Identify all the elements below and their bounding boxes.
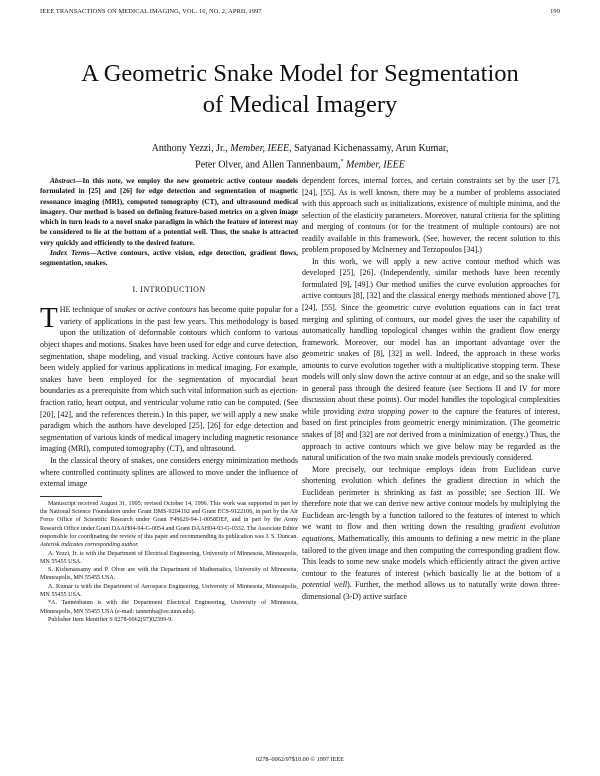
section-heading: I. INTRODUCTION (132, 284, 206, 294)
author-role: Member, IEEE (345, 158, 405, 170)
index-terms-text: Active contours, active vision, edge detection, gradient flows, segmentation, snakes. (40, 248, 298, 268)
abstract (40, 176, 298, 248)
author-olver-tannenbaum: Peter Olver, and Allen Tannenbaum, (195, 158, 341, 170)
page-number: 199 (550, 8, 560, 15)
author-yezzi: Anthony Yezzi, Jr., (151, 143, 228, 154)
asterisk-mark: * (340, 158, 344, 165)
abstract-text: In this note, we employ the new geometric active contour models formulated in [25] and [26] for edge detection and segmentation of magnetic resonance imaging (MRI), computed tomography (CT), and ultrasound medical imagery. Our method is based on defining feature-based metrics on a given image which in turn leads to a novel snake paradigm in which the feature of interest may be considered to lie at the bottom of a potential well. Thus, the snake is attracted very quickly and efficiently to the desired feature. (40, 176, 298, 247)
intro-paragraph-1: THE technique of snakes or active contours has become quite popular for a variety of applications in the past few years. This methodology is based upon the utilization of deformable contours which conform to various object shapes and motions. Snakes have been used for edge and curve detection, segmentation, shape modeling, and visual tracking. Active contours have also been widely applied for various applications in medical imaging. For example, snakes have been employed for the segmentation of myocardial heart boundaries as a prerequisite from which such vital information such as ejection-fraction ratio, heart output, and ventricular volume ratio can be computed. (See [20], [42], and the references therein.) In this paper, we will apply a new snake paradigm which the authors have developed [25], [26] for edge detection and segmentation of various kinds of medical imagery including magnetic resonance imaging (MRI), computed tomography (CT), and ultrasound. (40, 302, 298, 454)
title-line-1: A Geometric Snake Model for Segmentation (81, 60, 519, 87)
copyright-footer: 0278–0062/97$10.00 © 1997 IEEE (256, 756, 344, 763)
author-list (40, 143, 560, 172)
footnote-publisher-id: Publisher Item Identifier S 0278-0062(97)02399-9. (48, 616, 173, 623)
footnote-tannenbaum: *A. Tannenbaum is with the Department Electrical Engineering, University of Minnesota, Minneapolis, MN 55455 USA (e-mail: tannenba@ee.umn.edu). (40, 600, 298, 615)
footnote-kumar: A. Kumar is with the Department of Aerospace Engineering, University of Minnesota, Minneapolis, MN 55455 USA. (40, 583, 298, 599)
index-terms-label: Index Terms— (50, 248, 97, 258)
paper-title (40, 58, 560, 120)
footnote-yezzi: A. Yezzi, Jr. is with the Department of Electrical Engineering, University of Minnesota, Minneapolis, MN 55455 USA. (40, 550, 298, 565)
body-paragraph-1: dependent forces, internal forces, and certain constraints set by the user [7], [24], [55]. As is well known, there may be a number of problems associated with this approach such as initializations, existence of multiple minima, and the selection of the elasticity parameters. Moreover, natural criteria for the splitting and merging of contours (or for the treatment of multiple contours) are not readily available in this framework. (See, however, the recent solution to this problem proposed by McInerney and Terzopoulos [34].) (302, 176, 560, 255)
right-column (302, 175, 560, 602)
footnotes (40, 500, 298, 624)
left-column (40, 176, 298, 624)
footnote-kichenassamy-olver: S. Kichenassamy and P. Olver are with the Department of Mathematics, University of Minnesota, Minneapolis, MN 55455 USA. (40, 567, 298, 582)
running-header (40, 8, 560, 15)
index-terms (40, 248, 298, 269)
author-role: Member, IEEE, (230, 143, 292, 154)
footnote-rule (40, 496, 102, 497)
journal-line: IEEE TRANSACTIONS ON MEDICAL IMAGING, VOL. 16, NO. 2, APRIL 1997 (40, 8, 262, 15)
author-line-2 (40, 156, 560, 172)
body-paragraph-3: More precisely, our technique employs ideas from Euclidean curve shortening evolution which defines the gradient direction in which the Euclidean perimeter is shrinking as fast as possible; see Section III. We therefore note that we can derive new active contour models by multiplying the Euclidean arc-length by a function tailored to the features of interest to which we want to flow and then writing down the resulting gradient evolution equations. Mathematically, this amounts to defining a new metric in the plane tailored to the given image and then computing the corresponding gradient flow. This leads to some new snake models which efficiently attract the given active contour to the features of interest (which basically lie at the bottom of a potential well). Further, the method allows us to naturally write down three-dimensional (3-D) active surface (302, 464, 561, 601)
author-line-1 (40, 143, 560, 156)
footnote-funding: Manuscript received August 31, 1995; revised October 14, 1996. This work was supported in part by the National Science Foundation under Grant DMS-9204192 and Grant ECS-9122106, in part by the Air Force Office of Scientific Research under Grant F49620-94-1-0058DEF, and in part by the Army Research Office under Grant DAAH04-94-G-0054 and Grant DAAH04-93-G-0332. The Associate Editor responsible for coordinating the review of this paper and recommending its publication was J. S. Duncan. Asterisk indicates corresponding author. (40, 500, 298, 549)
title-line-2: of Medical Imagery (202, 91, 398, 118)
abstract-label: Abstract— (50, 176, 83, 185)
author-kichenassamy-kumar: Satyanad Kichenassamy, Arun Kumar, (294, 143, 449, 154)
intro-paragraph-2: In the classical theory of snakes, one considers energy minimization methods where controlled continuity splines are allowed to move under the influence of external image (40, 455, 298, 489)
body-paragraph-2: In this work, we will apply a new active contour method which was developed [25], [26]. (Independently, similar methods have been recently formulated [9], [49].) Our method unifies the curve evolution approaches for active contours [8], [32] and the classical energy methods mentioned above [7], [24], [55]. Since the geometric curve evolution equations can in fact treat merging and splitting of contours, our model gives the user the capability of automatically handling topological changes within the gradient flow energy framework. Moreover, our model has an important advantage over the geometric snakes of [8], [32] as well. Indeed, the approach in these works amounts to curve evolution together with a multiplicative stopping term. These models will only slow down the active contour at an edge, and so the snake will in general pass through the desired feature (see Sections II and IV for more discussion about these points). Our model handles the topological complexities while providing extra stopping power to the capture the features of interest, based on first principles from geometric energy minimization. (The geometric snakes of [8] and [32] are not derived from a minimization of energy.) Thus, the approach to active contours which we give below may be regarded as the natural unification of the two main snake models previously considered. (302, 256, 561, 463)
drop-cap: T (40, 302, 58, 335)
